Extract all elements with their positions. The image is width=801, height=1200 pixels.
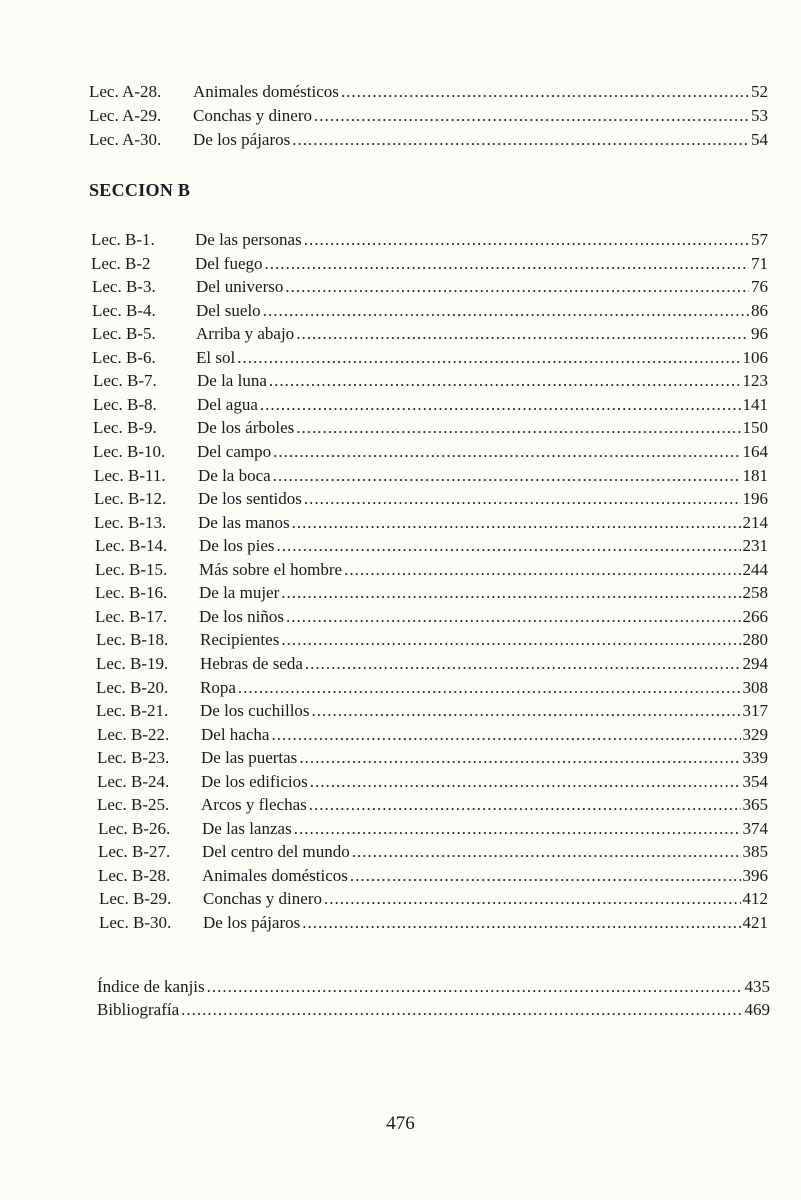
dot-leader — [296, 322, 749, 346]
page-ref: 385 — [742, 842, 768, 862]
toc-entry — [96, 676, 768, 700]
dot-leader — [281, 581, 740, 605]
lesson-title: De la boca — [198, 465, 271, 485]
page-number: 476 — [386, 1113, 415, 1134]
dot-leader — [281, 628, 740, 652]
page-ref: 354 — [742, 771, 768, 791]
toc-entry — [96, 699, 768, 723]
lesson-code: Lec. B-30. — [99, 913, 172, 932]
page-ref: 244 — [742, 559, 768, 579]
toc-entry — [92, 275, 768, 299]
lesson-title: De los edificios — [201, 771, 308, 791]
lesson-title: De los sentidos — [198, 489, 302, 509]
toc-entry — [97, 746, 768, 770]
page-ref: 231 — [742, 536, 768, 556]
toc-entry — [93, 369, 768, 393]
toc-entry — [95, 581, 768, 605]
dot-leader — [350, 864, 741, 888]
dot-leader — [341, 80, 749, 104]
dot-leader — [314, 104, 749, 128]
lesson-code: Lec. B-26. — [98, 818, 171, 838]
page-ref: 280 — [742, 630, 768, 650]
toc-entry — [92, 346, 768, 370]
toc-entry — [94, 487, 768, 511]
lesson-code: Lec. B-17. — [95, 606, 168, 626]
lesson-title: Del suelo — [196, 300, 261, 320]
lesson-code: Lec. A-30. — [89, 130, 162, 149]
page-ref: 196 — [742, 489, 768, 509]
page-ref: 339 — [742, 748, 768, 768]
lesson-title: Animales domésticos — [193, 82, 339, 101]
dot-leader — [238, 676, 741, 700]
dot-leader — [263, 299, 749, 323]
page-ref: 258 — [742, 583, 768, 603]
lesson-title: Conchas y dinero — [193, 106, 312, 125]
lesson-code: Lec. B-23. — [97, 748, 170, 768]
lesson-code: Lec. B-6. — [92, 347, 156, 367]
dot-leader — [273, 464, 741, 488]
lesson-code: Lec. B-9. — [93, 418, 157, 438]
lesson-title: Hebras de seda — [200, 653, 303, 673]
lesson-title: De los niños — [199, 606, 284, 626]
toc-entry — [89, 128, 768, 152]
lesson-code: Lec. B-19. — [96, 653, 169, 673]
toc-entry — [96, 652, 768, 676]
lesson-title: De las puertas — [201, 748, 298, 768]
page-ref: 181 — [742, 465, 768, 485]
lesson-code: Lec. B-21. — [96, 701, 169, 720]
lesson-title: De los árboles — [197, 418, 295, 438]
toc-entry — [97, 998, 770, 1022]
lesson-title: De la luna — [197, 371, 267, 391]
lesson-title: Recipientes — [200, 630, 280, 650]
toc-entry — [95, 605, 768, 629]
toc-entry — [97, 770, 768, 794]
page-ref: 150 — [742, 418, 768, 438]
page-ref: 396 — [742, 865, 768, 885]
page-ref: 123 — [742, 371, 768, 391]
toc-entry — [92, 322, 768, 346]
lesson-code: Lec. B-18. — [96, 630, 169, 650]
page-ref: 54 — [751, 130, 768, 149]
lesson-title: De la mujer — [199, 583, 280, 603]
page-ref: 57 — [751, 230, 768, 249]
dot-leader — [273, 440, 740, 464]
dot-leader — [299, 746, 740, 770]
dot-leader — [260, 393, 741, 417]
toc-entry — [96, 628, 768, 652]
page-ref: 96 — [751, 324, 768, 344]
dot-leader — [296, 416, 740, 440]
dot-leader — [310, 770, 741, 794]
page-ref: 52 — [751, 82, 768, 101]
lesson-title: Conchas y dinero — [203, 889, 322, 909]
dot-leader — [181, 998, 742, 1022]
lesson-code: Lec. B-15. — [95, 559, 168, 579]
lesson-code: Lec. B-29. — [99, 889, 172, 909]
lesson-title: De las personas — [195, 230, 302, 249]
page-ref: 214 — [742, 512, 768, 532]
lesson-title: Del agua — [197, 394, 258, 414]
toc-entry — [98, 817, 768, 841]
page-ref: 164 — [742, 442, 768, 461]
lesson-title: De los pájaros — [203, 913, 301, 932]
lesson-title: Del hacha — [201, 724, 270, 744]
lesson-title: Ropa — [200, 677, 236, 697]
toc-entry — [93, 440, 768, 464]
dot-leader — [294, 817, 741, 841]
page-ref: 374 — [742, 818, 768, 838]
page-ref: 365 — [742, 795, 768, 815]
page-ref: 294 — [742, 653, 768, 673]
page-ref: 412 — [742, 889, 768, 909]
lesson-code: Lec. B-7. — [93, 371, 157, 391]
toc-entry — [99, 911, 768, 935]
toc-entry — [98, 864, 768, 888]
lesson-title: Arcos y flechas — [201, 795, 307, 815]
toc-entry — [98, 840, 768, 864]
lesson-title: De las lanzas — [202, 818, 292, 838]
page-ref: 71 — [751, 253, 768, 273]
toc-entry — [97, 723, 768, 747]
dot-leader — [304, 228, 749, 252]
toc-entry — [91, 228, 768, 252]
lesson-title: Del campo — [197, 442, 272, 461]
lesson-code: Lec. B-16. — [95, 583, 168, 603]
lesson-code: Lec. A-28. — [89, 82, 162, 101]
dot-leader — [292, 511, 741, 535]
lesson-title: Arriba y abajo — [196, 324, 295, 344]
toc-entry — [99, 887, 768, 911]
dot-leader — [277, 534, 741, 558]
lesson-title: De los pájaros — [193, 130, 291, 149]
lesson-code: Lec. B-5. — [92, 324, 156, 344]
dot-leader — [344, 558, 740, 582]
toc-entry — [91, 252, 768, 276]
dot-leader — [324, 887, 741, 911]
page-ref: 469 — [744, 1000, 770, 1019]
dot-leader — [271, 723, 740, 747]
toc-entry — [97, 975, 770, 999]
lesson-title: Del centro del mundo — [202, 842, 350, 862]
page-ref: 76 — [751, 277, 768, 297]
lesson-code: Lec. B-14. — [95, 536, 168, 556]
page-ref: 141 — [742, 394, 768, 414]
lesson-code: Lec. B-4. — [92, 300, 156, 320]
lesson-title: El sol — [196, 347, 236, 367]
lesson-title: De las manos — [198, 512, 290, 532]
dot-leader — [285, 275, 749, 299]
page-ref: 329 — [742, 724, 768, 744]
dot-leader — [237, 346, 740, 370]
lesson-title: Animales domésticos — [202, 865, 348, 885]
lesson-code: Lec. B-12. — [94, 489, 167, 509]
dot-leader — [269, 369, 741, 393]
dot-leader — [304, 487, 741, 511]
dot-leader — [309, 793, 741, 817]
lesson-code: Lec. B-24. — [97, 771, 170, 791]
lesson-code: Lec. B-25. — [97, 795, 170, 815]
toc-entry — [92, 299, 768, 323]
toc-entry — [93, 416, 768, 440]
page-ref: 53 — [751, 106, 768, 125]
lesson-code: Lec. B-22. — [97, 724, 170, 744]
toc-entry — [89, 104, 768, 128]
lesson-code: Lec. B-13. — [94, 512, 167, 532]
lesson-code: Lec. A-29. — [89, 106, 162, 125]
page-ref: 266 — [742, 606, 768, 626]
lesson-title: Del universo — [196, 277, 284, 297]
lesson-title: De los pies — [199, 536, 275, 556]
appendix-title: Bibliografía — [97, 1000, 180, 1019]
page-ref: 317 — [742, 701, 768, 720]
page-ref: 435 — [744, 977, 770, 996]
dot-leader — [312, 699, 741, 723]
section-heading: SECCION B — [89, 180, 191, 200]
lesson-code: Lec. B-10. — [93, 442, 166, 461]
toc-entry — [97, 793, 768, 817]
dot-leader — [292, 128, 749, 152]
dot-leader — [302, 911, 740, 935]
page-ref: 308 — [742, 677, 768, 697]
toc-entry — [94, 464, 768, 488]
lesson-code: Lec. B-3. — [92, 277, 156, 297]
toc-entry — [89, 80, 768, 104]
toc-entry — [94, 511, 768, 535]
lesson-code: Lec. B-11. — [94, 465, 166, 485]
toc-entry — [93, 393, 768, 417]
lesson-code: Lec. B-2 — [91, 253, 151, 273]
dot-leader — [286, 605, 741, 629]
lesson-title: De los cuchillos — [200, 701, 310, 720]
page-ref: 106 — [742, 347, 768, 367]
page-ref: 86 — [751, 300, 768, 320]
dot-leader — [207, 975, 743, 999]
lesson-code: Lec. B-20. — [96, 677, 169, 697]
dot-leader — [305, 652, 741, 676]
lesson-code: Lec. B-8. — [93, 394, 157, 414]
lesson-code: Lec. B-27. — [98, 842, 171, 862]
lesson-code: Lec. B-1. — [91, 230, 155, 249]
lesson-code: Lec. B-28. — [98, 865, 171, 885]
appendix-title: Índice de kanjis — [97, 977, 205, 996]
dot-leader — [352, 840, 741, 864]
toc-entry — [95, 558, 768, 582]
lesson-title: Del fuego — [195, 253, 263, 273]
lesson-title: Más sobre el hombre — [199, 559, 343, 579]
page-ref: 421 — [742, 913, 768, 932]
dot-leader — [265, 252, 749, 276]
toc-entry — [95, 534, 768, 558]
